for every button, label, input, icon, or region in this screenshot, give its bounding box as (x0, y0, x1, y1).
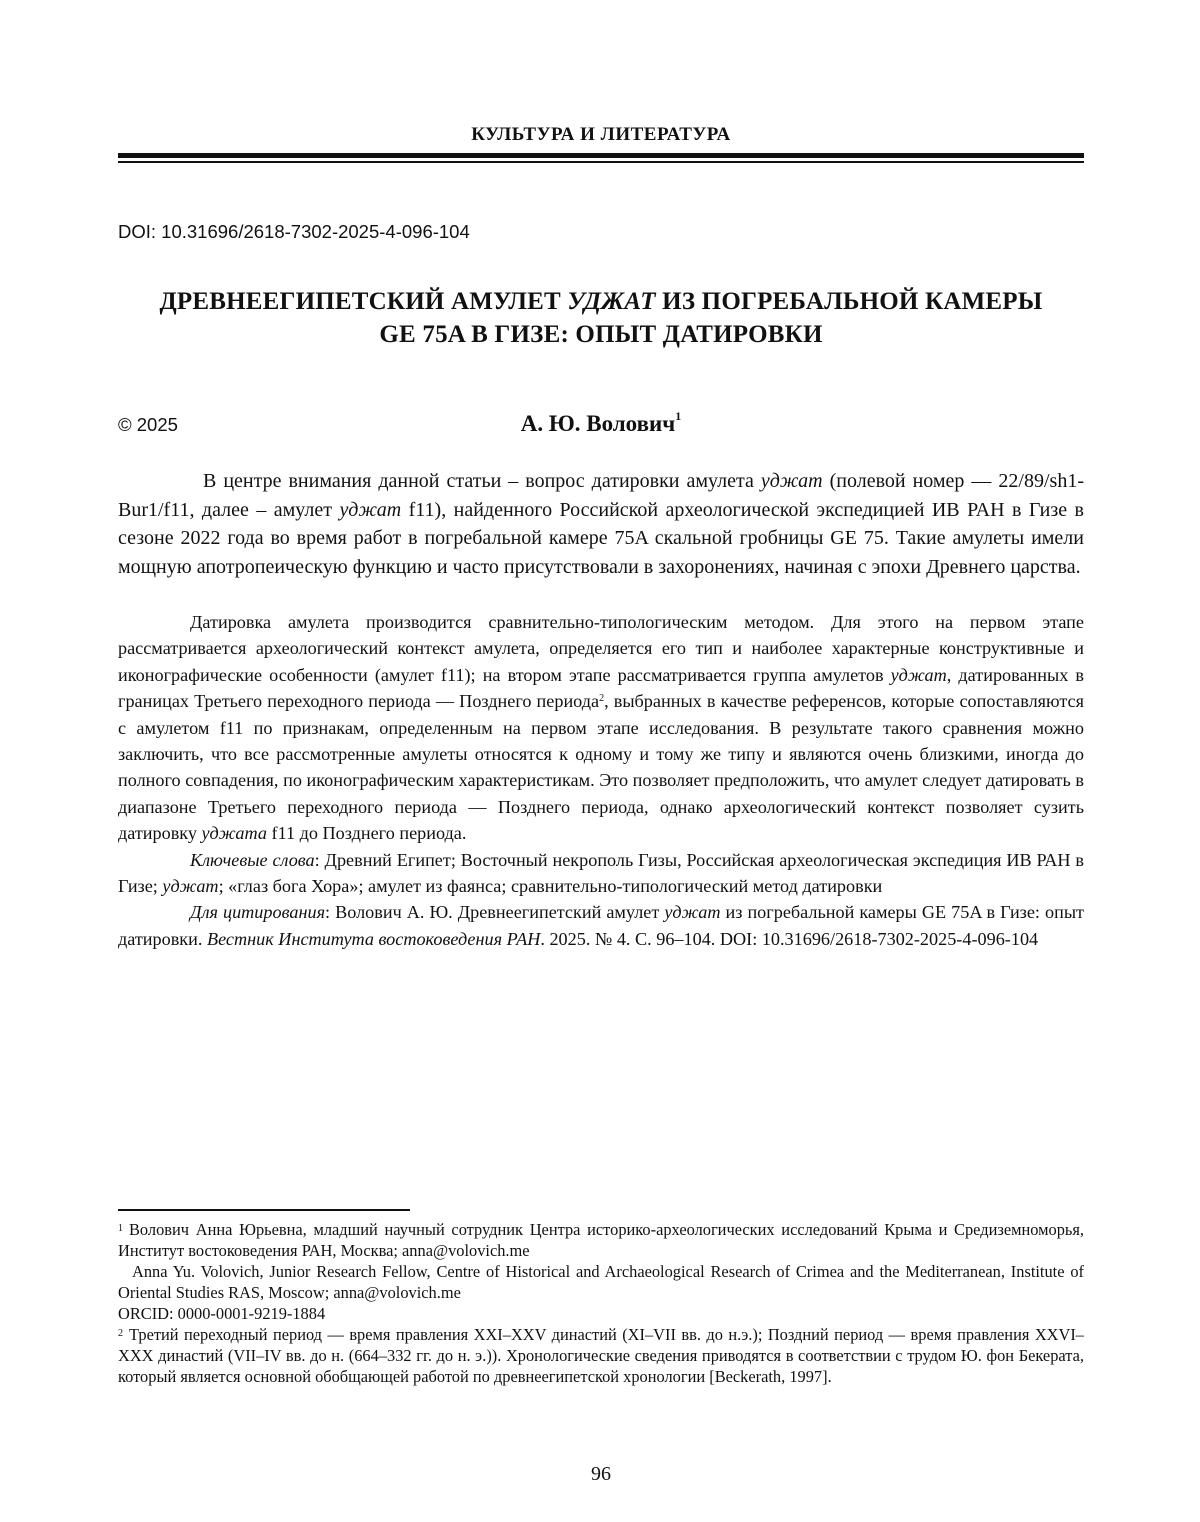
body-span: f11 до Позднего периода. (266, 823, 467, 844)
italic-term: уджата (201, 823, 267, 844)
italic-term: уджат (162, 876, 219, 897)
keywords-text: ; «глаз бога Хора»; амулет из фаянса; сравнительно-типологический метод датировки (218, 876, 883, 897)
title-line-1 (118, 285, 1084, 318)
header-rule-thin (118, 161, 1084, 163)
footnote-mark: 2 (599, 693, 605, 705)
italic-term: уджат (664, 902, 721, 923)
citation-text: : Волович А. Ю. Древнеегипетский амулет (325, 902, 665, 923)
keywords-label: Ключевые слова (190, 849, 315, 870)
abstract (118, 467, 1084, 581)
body-span: , датированных в границах Третьего переходного периода — Позднего периода (118, 664, 1084, 712)
footnote-text: Волович Анна Юрьевна, младший научный сотрудник Центра историко-археологических исследований Крыма и Средиземноморья, Институт востоковедения РАН, Москва; anna@volovich.me (118, 1220, 1084, 1260)
italic-term: уджат (339, 498, 402, 521)
copyright: © 2025 (118, 414, 178, 435)
article-title (118, 285, 1084, 351)
body-span: , выбранных в качестве референсов, которые сопоставляются с амулетом f11 по признакам, определенным на первом этапе исследования. В результате такого сравнения можно заключить, что все рассмотренные амулеты относятся к одному и тому же типу и являются очень близкими, иногда до полного совпадения, по иконографическим характеристикам. Это позволяет предположить, что амулет следует датировать в диапазоне Третьего переходного периода — Позднего периода, однако археологический контекст позволяет сузить датировку (118, 691, 1084, 844)
footnote-mark: 1 (675, 409, 682, 423)
footnote-2 (118, 1324, 1084, 1387)
author-name: А. Ю. Волович (520, 411, 676, 436)
title-line-2: GE 75A В ГИЗЕ: ОПЫТ ДАТИРОВКИ (379, 321, 823, 348)
italic-term: уджат (760, 470, 823, 492)
page-number: 96 (591, 1463, 611, 1485)
journal-name: Вестник Института востоковедения РАН (206, 928, 541, 949)
footnote-mark: 2 (118, 1328, 123, 1339)
footnote-1-english: Anna Yu. Volovich, Junior Research Fellow, Centre of Historical and Archaeological Research of Crimea and the Mediterranean, Institute of Oriental Studies RAS, Moscow; anna@volovich.me (118, 1262, 1084, 1302)
body-span: Датировка амулета производится сравнительно-типологическим методом. Для этого на первом этапе рассматривается археологический контекст амулета, определяется его тип и наиболее характерные конструктивные и иконографические особенности (амулет f11); на втором этапе рассматривается группа амулетов (118, 612, 1084, 685)
section-header: КУЛЬТУРА И ЛИТЕРАТУРА (471, 124, 731, 145)
italic-term: уджат (890, 664, 947, 685)
citation-text: . 2025. № 4. С. 96–104. DOI: 10.31696/2618-7302-2025-4-096-104 (540, 928, 1039, 949)
footnote-mark: 1 (118, 1223, 123, 1234)
footnote-text: Третий переходный период — время правления XXI–XXV династий (XI–VII вв. до н.э.); Поздний период — время правления XXVI–XXX династий (VII–IV вв. до н. (664–332 гг. до н. э.)). Хронологические сведения приводятся в соответствии с трудом Ю. фон Бекерата, который является основной обобщающей работой по древнеегипетской хронологии [Beckerath, 1997]. (118, 1325, 1084, 1386)
citation-paragraph (118, 899, 1084, 952)
body-text (118, 609, 1084, 952)
doi-line: DOI: 10.31696/2618-7302-2025-4-096-104 (118, 221, 470, 242)
abstract-text: f11), найденного Российской археологической экспедицией ИВ РАН в Гизе в сезоне 2022 года во время работ в погребальной камере 75A скальной гробницы GE 75. Такие амулеты имели мощную апотропеическую функцию и часто присутствовали в захоронениях, начиная с эпохи Древнего царства. (118, 498, 1084, 578)
footnotes (118, 1219, 1084, 1387)
citation-label: Для цитирования (190, 902, 326, 923)
abstract-text: (полевой номер — 22/89/sh1-Bur1/f11, далее – амулет (118, 470, 1084, 521)
citation-text: из погребальной камеры GE 75A в Гизе: опыт датировки. (118, 902, 1085, 949)
keywords-paragraph (118, 847, 1084, 900)
footnote-1 (118, 1219, 1084, 1261)
footnote-rule (118, 1209, 410, 1211)
title-text: ДРЕВНЕЕГИПЕТСКИЙ АМУЛЕТ (159, 288, 568, 315)
abstract-paragraph (118, 467, 1084, 581)
title-italic-term: УДЖАТ (567, 288, 656, 315)
author (118, 411, 1084, 437)
header-rule-thick (118, 153, 1084, 158)
keywords-text: : Древний Египет; Восточный некрополь Гизы, Российская археологическая экспедиция ИВ РАН в Гизе; (118, 849, 1084, 897)
abstract-text: В центре внимания данной статьи – вопрос датировки амулета (203, 470, 761, 492)
footnote-1-orcid: ORCID: 0000-0001-9219-1884 (118, 1304, 326, 1323)
title-text: ИЗ ПОГРЕБАЛЬНОЙ КАМЕРЫ (655, 288, 1043, 315)
method-paragraph (118, 609, 1084, 847)
